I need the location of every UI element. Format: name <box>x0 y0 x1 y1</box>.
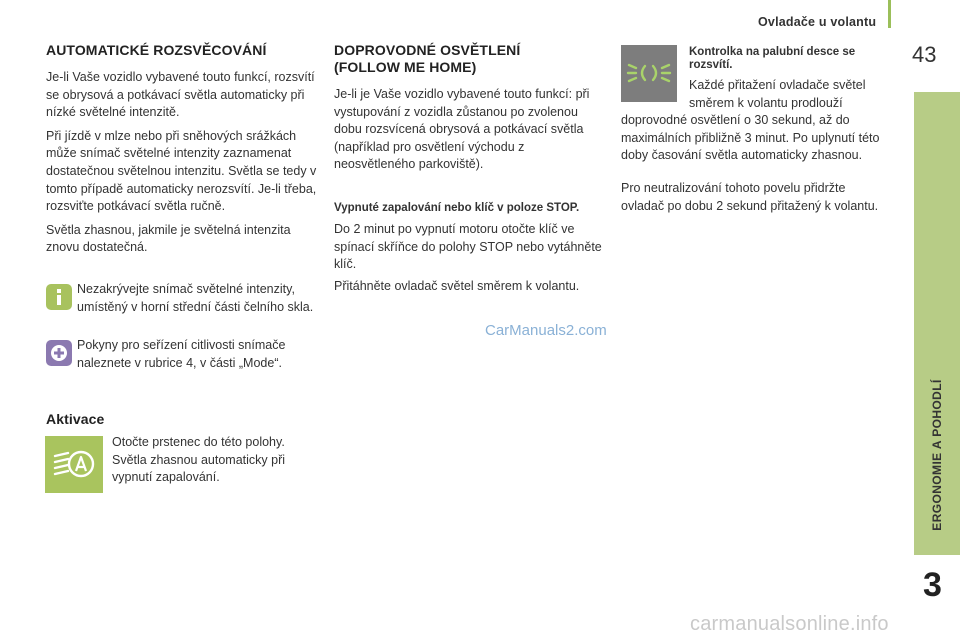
info-icon <box>46 284 72 310</box>
watermark-bottom: carmanualsonline.info <box>690 613 889 635</box>
section-header: Ovladače u volantu <box>758 15 877 29</box>
follow-me-home-indicator-icon <box>621 45 677 102</box>
plus-icon <box>46 340 72 366</box>
paragraph: Přitáhněte ovladač světel směrem k volantu. <box>334 278 580 293</box>
page-number: 43 <box>912 42 937 67</box>
section-follow-me-home <box>334 42 602 295</box>
watermark-mid: CarManuals2.com <box>485 322 607 339</box>
note-plus-text: Pokyny pro seřízení citlivosti snímače naleznete v rubrice 4, v části „Mode“. <box>77 338 286 370</box>
section-title: AUTOMATICKÉ ROZSVĚCOVÁNÍ <box>46 42 267 58</box>
auto-headlamp-symbol-icon <box>45 436 103 493</box>
header-accent-line <box>888 0 891 28</box>
paragraph-continued: doprovodné osvětlení o 30 sekund, až do maximálních přibližně 3 minut. Po uplynutí této doby časování světla automaticky zhasnou. <box>621 113 880 163</box>
activation-text: Otočte prstenec do této polohy. Světla zhasnou automaticky při vypnutí zapalování. <box>112 435 286 485</box>
activation-title: Aktivace <box>46 411 105 427</box>
paragraph: Při jízdě v mlze nebo při sněhových srážkách může snímač světelné intenzity zaznamenat dostatečnou světelnou intenzitu. Světla se tedy v tomto případě automaticky nerozsvítí. Je-li třeba, rozsviťte potkávací světla ručně. <box>46 128 317 214</box>
paragraph: Světla zhasnou, jakmile je světelná intenzita znovu dostatečná. <box>46 222 291 255</box>
indicator-subheading: Kontrolka na palubní desce se rozsvítí. <box>689 46 856 71</box>
paragraph: Je-li Vaše vozidlo vybavené touto funkcí, rozsvítí se obrysová a potkávací světla automaticky při nízké světelné intenzitě. <box>46 70 315 120</box>
section-auto-lighting <box>46 42 318 257</box>
section-title: DOPROVODNÉ OSVĚTLENÍ (FOLLOW ME HOME) <box>334 42 521 75</box>
subheading: Vypnuté zapalování nebo klíč v poloze STOP. <box>334 201 580 214</box>
chapter-number: 3 <box>923 566 942 604</box>
paragraph: Je-li je Vaše vozidlo vybavené touto funkcí: při vystupování z vozidla zůstanou po zvolenou dobu rozsvícená obrysová a potkávací světla (například pro osvětlení východu z neosvětleného parkoviště). <box>334 87 590 172</box>
paragraph-start: Každé přitažení ovladače světel směrem k volantu prodlouží <box>689 78 866 110</box>
chapter-title: ERGONOMIE A POHODLÍ <box>930 379 944 531</box>
paragraph: Do 2 minut po vypnutí motoru otočte klíč ve spínací skříňce do polohy STOP nebo vytáhněte klíč. <box>334 221 602 272</box>
note-info-text: Nezakrývejte snímač světelné intenzity, umístěný v horní střední části čelního skla. <box>77 282 314 314</box>
paragraph: Pro neutralizování tohoto povelu přidržte ovladač po dobu 2 sekund přitažený k volantu. <box>621 181 879 213</box>
